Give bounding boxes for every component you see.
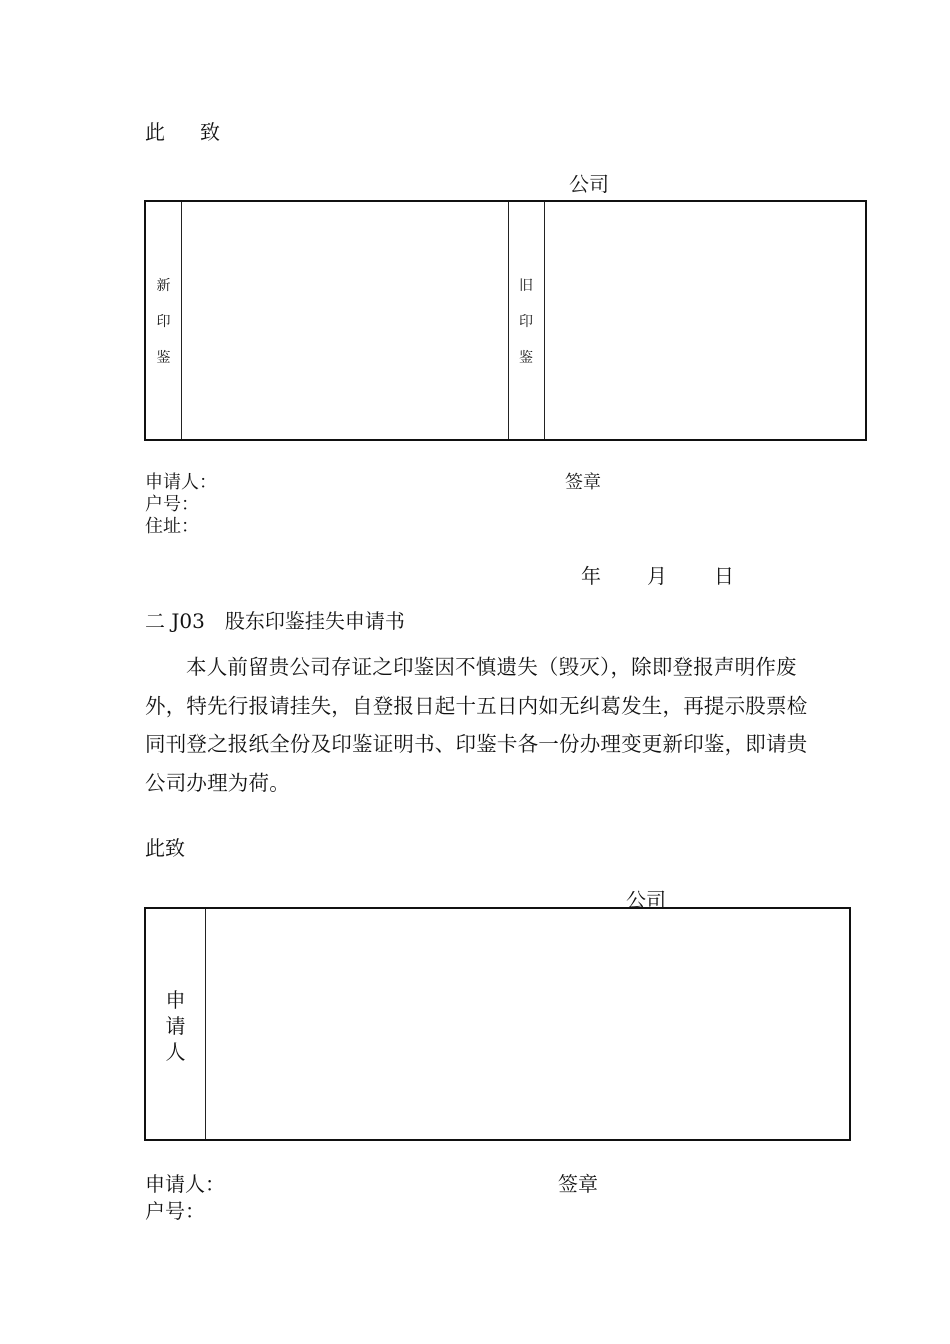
salutation-char-1: 此 [145,120,165,144]
body-paragraph: 本人前留贵公司存证之印鉴因不慎遗失（毁灭），除即登报声明作废外，特先行报请挂失，自登报日起十五日内如无纠葛发生，再提示股票检同刊登之报纸全份及印鉴证明书、印鉴卡各一份办理变更新印鉴，即请贵公司办理为荷。 [145,655,808,795]
applicant-table [144,907,851,1141]
applicant-label: 申请人： [145,472,217,493]
seal-sign-label: 签章 [558,1172,598,1196]
salutation: 此致 [145,836,185,860]
account-label: 户号： [145,494,199,515]
address-label: 住址： [145,516,199,537]
new-seal-area [182,202,508,439]
old-seal-char: 印 [519,314,533,330]
account-label: 户号： [145,1199,205,1223]
applicant-signature-area [206,909,849,1139]
old-seal-label [508,268,544,376]
seal-table [144,200,867,441]
new-seal-char: 新 [156,278,171,294]
new-seal-char: 鉴 [156,350,171,366]
old-seal-area [545,202,865,439]
date-month: 月 [647,564,667,588]
date-year: 年 [581,564,601,588]
old-seal-char: 旧 [519,278,533,294]
seal-sign-label: 签章 [565,472,601,493]
applicant-table-char: 请 [165,1014,186,1038]
company-label: 公司 [626,888,666,912]
applicant-table-char: 申 [165,988,186,1012]
new-seal-char: 印 [156,314,171,330]
company-label: 公司 [569,172,609,196]
salutation-char-2: 致 [200,120,220,144]
applicant-table-char: 人 [165,1040,186,1064]
applicant-label: 申请人： [145,1172,225,1196]
section-heading: 二 J03 股东印鉴挂失申请书 [145,609,405,633]
date-day: 日 [714,564,734,588]
new-seal-label [146,268,181,376]
applicant-table-label [146,987,205,1065]
old-seal-char: 鉴 [519,350,533,366]
